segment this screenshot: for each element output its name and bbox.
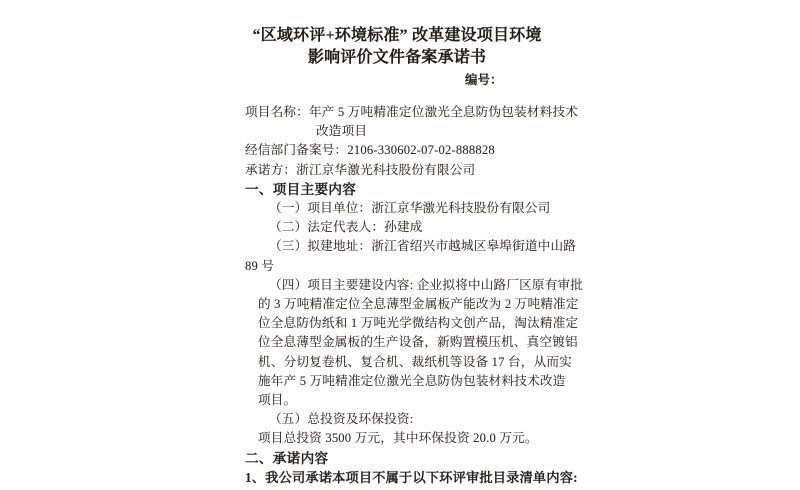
item-4-construction-line-1: （四）项目主要建设内容: 企业拟将中山路厂区原有审批 <box>269 277 584 292</box>
section-1-heading: 一、项目主要内容 <box>245 181 357 197</box>
project-name-line-2: 改造项目 <box>316 124 368 139</box>
item-1-project-unit: （一）项目单位：浙江京华激光科技股份有限公司 <box>269 201 551 216</box>
item-4-construction-line-6: 施年产 5 万吨精准定位激光全息防伪包装材料技术改造 <box>258 373 566 388</box>
serial-number-label: 编号： <box>465 73 503 87</box>
investment-amount-line: 项目总投资 3500 万元，其中环保投资 20.0 万元。 <box>258 431 538 446</box>
item-5-investment-heading: （五）总投资及环保投资: <box>269 412 414 427</box>
commitment-line-1: 1、我公司承诺本项目不属于以下环评审批目录清单内容: <box>245 469 578 485</box>
project-name-line-1: 项目名称：年产 5 万吨精准定位激光全息防伪包装材料技术 <box>245 105 579 119</box>
item-4-construction-line-2: 的 3 万吨精准定位全息薄型金属板产能改为 2 万吨精准定 <box>258 297 579 312</box>
document-title-line1: “区域环评+环境标准” 改革建设项目环境 <box>252 27 542 44</box>
item-3-address-line-1: （三）拟建地址：浙江省绍兴市越城区皋埠街道中山路 <box>269 239 577 254</box>
section-2-heading: 二、承诺内容 <box>245 450 329 466</box>
item-4-construction-line-4: 位全息薄型金属板的生产设备，新购置模压机、真空镀铝 <box>258 335 578 350</box>
item-4-construction-line-7: 项目。 <box>258 393 297 408</box>
document-text-block <box>245 103 593 487</box>
item-4-construction-line-5: 机、分切复卷机、复合机、裁纸机等设备 17 台，从而实 <box>258 354 572 369</box>
item-3-address-line-2: 89 号 <box>245 258 275 273</box>
document-title <box>227 25 567 69</box>
promisor-line: 承诺方：浙江京华激光科技股份有限公司 <box>245 162 476 177</box>
item-4-construction-line-3: 位全息防伪纸和 1 万吨光学微结构文创产品，淘汰精准定 <box>258 316 579 331</box>
document-title-line2: 影响评价文件备案承诺书 <box>307 49 487 66</box>
item-2-legal-representative: （二）法定代表人：孙建成 <box>269 220 423 235</box>
document-body <box>245 0 593 487</box>
filing-number-line: 经信部门备案号：2106-330602-07-02-888828 <box>245 143 495 158</box>
